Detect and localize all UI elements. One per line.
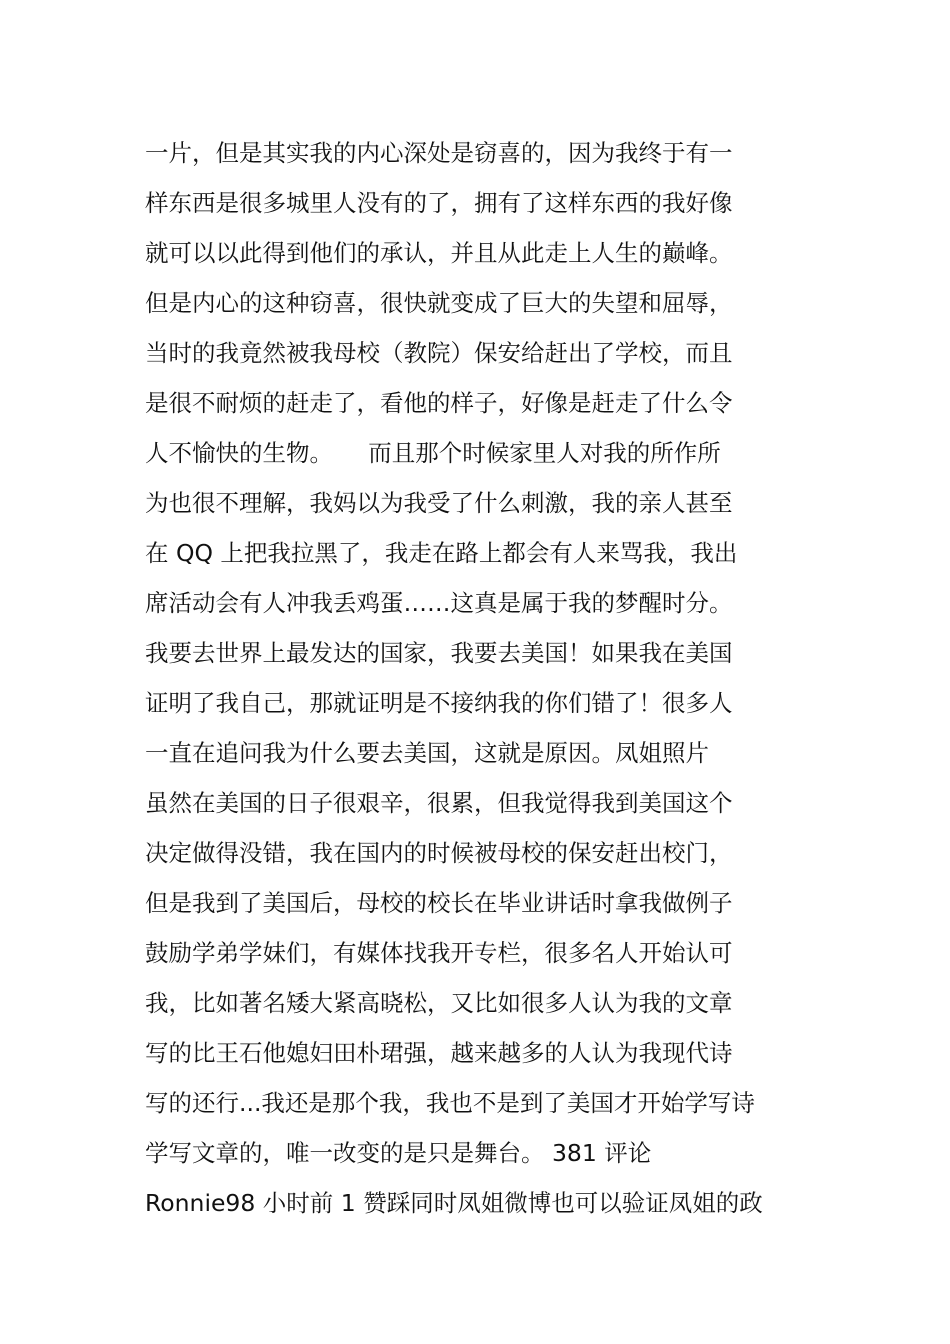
text-line: Ronnie98 小时前 1 赞踩同时凤姐微博也可以验证凤姐的政 — [145, 1189, 763, 1217]
text-line: 鼓励学弟学妹们，有媒体找我开专栏，很多名人开始认可 — [145, 939, 733, 967]
text-line: 我要去世界上最发达的国家，我要去美国！如果我在美国 — [145, 639, 733, 667]
text-line: 就可以以此得到他们的承认，并且从此走上人生的巅峰。 — [145, 239, 733, 267]
text-line: 写的比王石他媳妇田朴珺强，越来越多的人认为我现代诗 — [145, 1039, 733, 1067]
text-line: 但是我到了美国后，母校的校长在毕业讲话时拿我做例子 — [145, 889, 733, 917]
text-line: 但是内心的这种窃喜，很快就变成了巨大的失望和屈辱， — [145, 289, 733, 317]
article-text — [145, 128, 825, 1228]
text-line: 是很不耐烦的赶走了，看他的样子，好像是赶走了什么令 — [145, 389, 733, 417]
text-line: 我，比如著名矮大紧高晓松，又比如很多人认为我的文章 — [145, 989, 733, 1017]
text-line: 一片，但是其实我的内心深处是窃喜的，因为我终于有一 — [145, 139, 733, 167]
text-line: 证明了我自己，那就证明是不接纳我的你们错了！很多人 — [145, 689, 733, 717]
text-line: 一直在追问我为什么要去美国，这就是原因。凤姐照片 — [145, 739, 709, 767]
text-line: 为也很不理解，我妈以为我受了什么刺激，我的亲人甚至 — [145, 489, 733, 517]
text-line: 在 QQ 上把我拉黑了，我走在路上都会有人来骂我，我出 — [145, 539, 738, 567]
text-line: 人不愉快的生物。 而且那个时候家里人对我的所作所 — [145, 439, 721, 467]
text-line: 当时的我竟然被我母校（教院）保安给赶出了学校，而且 — [145, 339, 733, 367]
text-line: 写的还行...我还是那个我，我也不是到了美国才开始学写诗 — [145, 1089, 755, 1117]
text-line: 席活动会有人冲我丢鸡蛋……这真是属于我的梦醒时分。 — [145, 589, 733, 617]
text-line: 虽然在美国的日子很艰辛，很累，但我觉得我到美国这个 — [145, 789, 733, 817]
text-line: 决定做得没错，我在国内的时候被母校的保安赶出校门， — [145, 839, 733, 867]
text-line: 学写文章的，唯一改变的是只是舞台。 381 评论 — [145, 1139, 652, 1167]
text-line: 样东西是很多城里人没有的了，拥有了这样东西的我好像 — [145, 189, 733, 217]
